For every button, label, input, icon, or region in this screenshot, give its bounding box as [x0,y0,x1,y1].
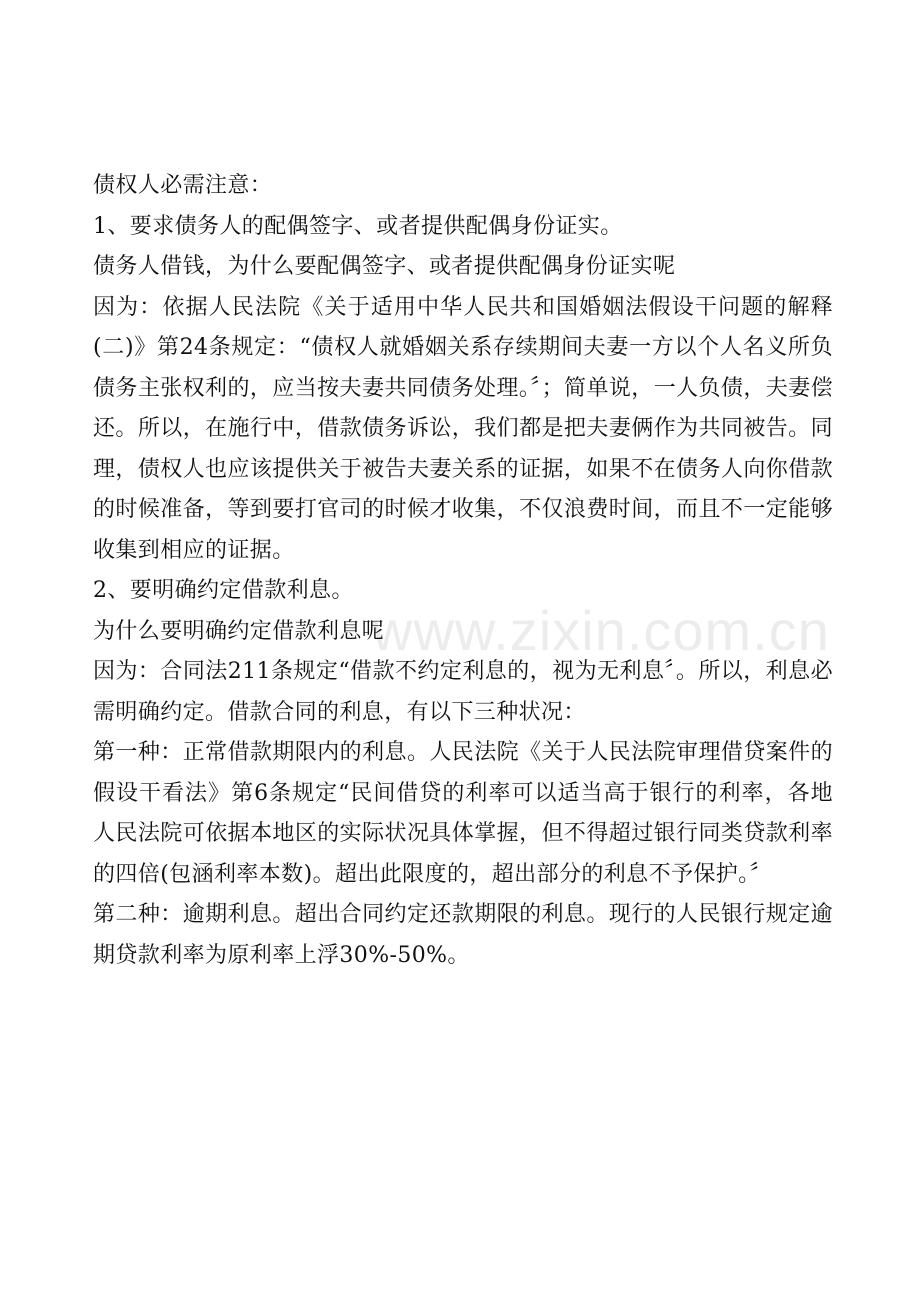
point-2-explanation: 因为：合同法211条规定“借款不约定利息的，视为无利息〞。所以，利息必需明确约定。借款合同的利息，有以下三种状况： [93,659,833,725]
document-body [93,166,833,976]
interest-type-2: 第二种：逾期利息。超出合同约定还款期限的利息。现行的人民银行规定逾期贷款利率为原利率上浮30%-50%。 [93,902,833,968]
point-1-explanation: 因为：依据人民法院《关于适用中华人民共和国婚姻法假设干问题的解释(二)》第24条规定：“债权人就婚姻关系存续期间夫妻一方以个人名义所负债务主张权利的，应当按夫妻共同债务处理。〞；简单说，一人负债，夫妻偿还。所以，在施行中，借款债务诉讼，我们都是把夫妻俩作为共同被告。同理，债权人也应该提供关于被告夫妻关系的证据，如果不在债务人向你借款的时候准备，等到要打官司的时候才收集，不仅浪费时间，而且不一定能够收集到相应的证据。 [93,294,833,563]
interest-type-1: 第一种：正常借款期限内的利息。人民法院《关于人民法院审理借贷案件的假设干看法》第6条规定“民间借贷的利率可以适当高于银行的利率，各地人民法院可依据本地区的实际状况具体掌握，但不得超过银行同类贷款利率的四倍(包涵利率本数)。超出此限度的，超出部分的利息不予保护。〞 [93,740,833,887]
watermark-text: www.zixin.com.cn [372,599,830,662]
heading-creditor-notice: 债权人必需注意： [93,173,273,198]
point-2-title: 2、要明确约定借款利息。 [93,578,354,603]
point-1-title: 1、要求债务人的配偶签字、或者提供配偶身份证实。 [93,213,623,239]
point-1-question: 债务人借钱，为什么要配偶签字、或者提供配偶身份证实呢 [93,254,676,279]
point-2-question: 为什么要明确约定借款利息呢 [93,618,385,644]
